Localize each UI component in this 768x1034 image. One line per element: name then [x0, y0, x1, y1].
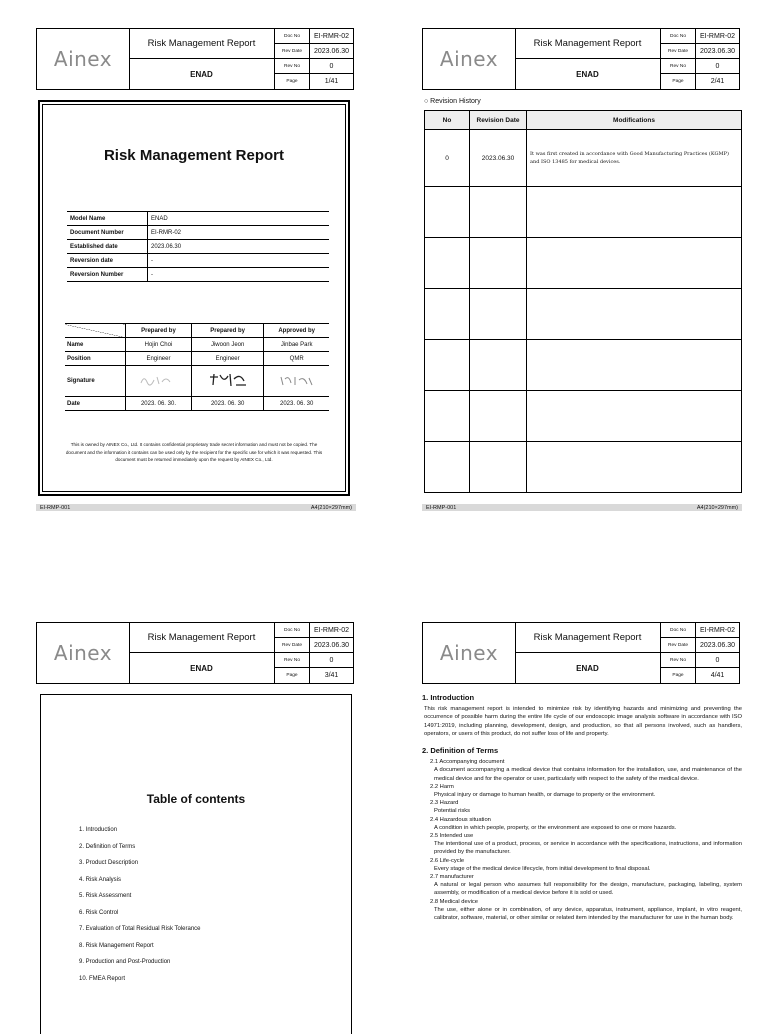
toc-item[interactable]: 1. Introduction — [79, 827, 118, 833]
document-header — [36, 28, 354, 90]
page-footer: EI-RMP-001 A4(210×297mm) — [36, 504, 356, 511]
section-heading: 2. Definition of Terms — [422, 746, 499, 756]
page-number: 2/41 — [710, 78, 725, 85]
page-footer: EI-RMP-001 A4(210×297mm) — [422, 504, 742, 511]
toc-item[interactable]: 8. Risk Management Report — [79, 942, 154, 949]
term-description: A condition in which people, property, or the environment are exposed to one or more hazards. — [434, 824, 677, 831]
toc-item[interactable]: 2. Definition of Terms — [79, 843, 136, 850]
header-title: Risk Management Report — [129, 29, 275, 59]
signature-2 — [191, 366, 263, 397]
document-info-table: Model Name ENAD Document Number EI-RMR-02 Established date 2023.06.30 Reversion date - Reversion Number - — [67, 211, 329, 282]
term-title: 2.7 manufacturer — [430, 874, 474, 881]
toc-item[interactable]: 9. Production and Post-Production — [79, 959, 171, 965]
table-row: 0 2023.06.30 It was first created in accordance with Good Manufacturing Practices (KGMP) and ISO 13485 for medical devices. — [425, 130, 742, 187]
signature-1 — [126, 366, 192, 397]
header-model: ENAD — [515, 653, 661, 683]
document-header — [36, 622, 354, 684]
table-row — [425, 289, 742, 340]
table-row — [425, 442, 742, 493]
confidentiality-notice: This is owned by AINEX Co., Ltd. It contains confidential proprietary trade secret information and must not be copied. The document and the information it contains can be used only by the recipient for the specific use for which it was requested. This document must be returned immediately upon the request by AINEX Co., Ltd. — [65, 442, 323, 462]
cover-title: Risk Management Report — [103, 147, 285, 164]
page-2 — [422, 28, 742, 518]
toc-item[interactable]: 4. Risk Analysis — [79, 876, 122, 883]
term-description: Physical injury or damage to human health, or damage to property or the environment. — [434, 792, 656, 799]
toc-item[interactable]: 6. Risk Control — [79, 909, 119, 916]
header-meta: Doc No EI-RMR-02 Rev Date 2023.06.30 Rev No 0 Page 3/41 — [275, 623, 353, 683]
page-number: 4/41 — [710, 672, 725, 679]
toc-item[interactable]: 3. Product Description — [79, 860, 139, 866]
term-description: The use, either alone or in combination, of any device, apparatus, instrument, appliance, implant, in vitro reagent, calibrator, software, material, or other similar or related item intended by the manufacturer for use in the human body. — [434, 906, 742, 922]
term-description: Potential risks — [434, 808, 471, 815]
approval-table: Prepared by Prepared by Approved by Name Hojin Choi Jiwoon Jeon Jinbae Park Position Engineer Engineer QMR Signature Date 2023. 06. 30. 2023. 06. 30 2023. 06. 30 — [65, 323, 329, 411]
header-title: Risk Management Report — [129, 623, 275, 653]
page-1 — [36, 28, 356, 518]
ainex-logo: Ainex — [37, 29, 130, 89]
revision-history-label: ○ Revision History — [424, 98, 481, 105]
term-description: A natural or legal person who assumes full responsibility for the design, manufacture, packaging, labeling, system assembly, or modification of a medical device before it is sold or used. — [434, 882, 742, 897]
term-title: 2.6 Life-cycle — [430, 857, 465, 864]
table-row — [425, 391, 742, 442]
revision-history-table: No Revision Date Modifications 0 2023.06.30 It was first created in accordance with Good Manufacturing Practices (KGMP) and ISO 13485 for medical devices. — [424, 110, 742, 493]
header-model: ENAD — [129, 59, 275, 89]
header-model: ENAD — [129, 653, 275, 683]
toc-item[interactable]: 10. FMEA Report — [79, 975, 126, 982]
term-title: 2.2 Harm — [430, 783, 454, 790]
header-meta: Doc No EI-RMR-02 Rev Date 2023.06.30 Rev No 0 Page 2/41 — [661, 29, 739, 89]
cover-frame — [38, 100, 350, 496]
toc-item[interactable]: 7. Evaluation of Total Residual Risk Tolerance — [79, 926, 201, 932]
toc-title: Table of contents — [146, 792, 246, 806]
table-row — [425, 238, 742, 289]
term-description: Every stage of the medical device lifecycle, from initial development to final disposal. — [434, 865, 651, 872]
ainex-logo: Ainex — [423, 623, 516, 683]
header-model: ENAD — [515, 59, 661, 89]
table-row — [425, 340, 742, 391]
term-title: 2.3 Hazard — [430, 800, 459, 807]
term-description: The intentional use of a product, process, or service in accordance with the specifications, instructions, and information provided by the manufacturer. — [434, 841, 742, 856]
page-3 — [36, 622, 356, 1024]
header-meta: Doc No EI-RMR-02 Rev Date 2023.06.30 Rev No 0 Page 1/41 — [275, 29, 353, 89]
term-title: 2.4 Hazardous situation — [430, 816, 491, 823]
signature-3 — [264, 366, 329, 397]
term-title: 2.1 Accompanying document — [430, 759, 505, 766]
introduction-section — [422, 694, 742, 922]
term-title: 2.5 Intended use — [430, 833, 474, 840]
page-number: 1/41 — [324, 78, 339, 85]
document-header — [422, 622, 740, 684]
document-header — [422, 28, 740, 90]
term-description: A document accompanying a medical device that contains information for the installation, use, and maintenance of the medical device and for the operator or user, particularly with respect to the safety of the medical device. — [434, 767, 742, 782]
header-title: Risk Management Report — [515, 623, 661, 653]
page-4 — [422, 622, 742, 1024]
toc-frame — [40, 694, 352, 1034]
ainex-logo: Ainex — [37, 623, 130, 683]
table-row — [425, 187, 742, 238]
term-title: 2.8 Medical device — [430, 898, 479, 905]
section-heading: 1. Introduction — [422, 693, 475, 702]
header-meta: Doc No EI-RMR-02 Rev Date 2023.06.30 Rev No 0 Page 4/41 — [661, 623, 739, 683]
toc-list — [79, 827, 201, 992]
introduction-text: This risk management report is intended to minimize risk by identifying hazards and minimizing and preventing the occurrence of possible harm during the entire life cycle of our endoscopic image analysis software in accordance with ISO 14971:2019, including planning, development, design, and production, so that all persons involved, such as handlers, operators, or users of this product, do not suffer loss of life and property. — [424, 706, 742, 737]
header-title: Risk Management Report — [515, 29, 661, 59]
page-number: 3/41 — [324, 672, 339, 679]
ainex-logo: Ainex — [423, 29, 516, 89]
toc-item[interactable]: 5. Risk Assessment — [79, 893, 132, 899]
